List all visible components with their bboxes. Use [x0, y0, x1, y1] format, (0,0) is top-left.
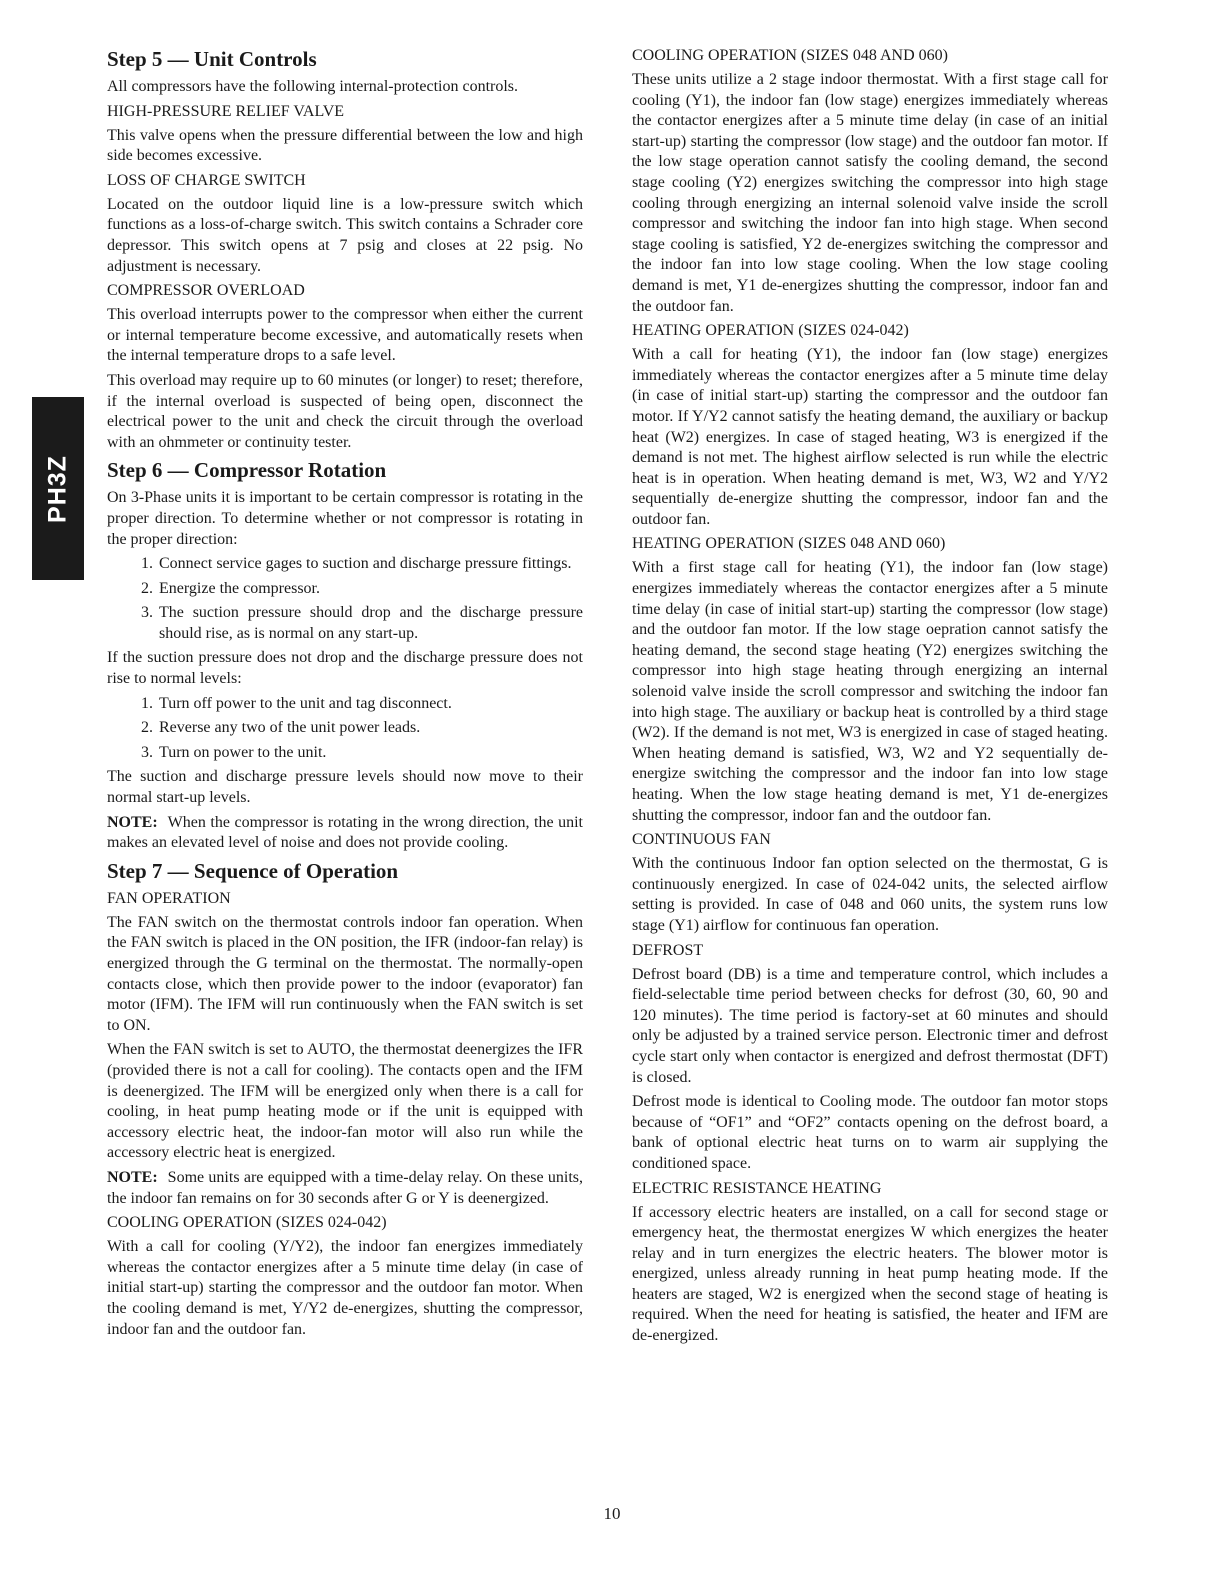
list-item: 1. Turn off power to the unit and tag disconnect. — [157, 694, 583, 715]
defrost-heading: DEFROST — [632, 941, 704, 959]
heating-large-heading: HEATING OPERATION (SIZES 048 AND 060) — [632, 535, 946, 553]
left-column — [107, 46, 583, 1344]
heating-small-text: With a call for heating (Y1), the indoor fan (low stage) energizes immediately whereas the contactor energizes after a 5 minute time delay (in case of initial start-up) starting the compressor and the outdoor fan motor. If Y/Y2 cannot satisfy the heating demand, the auxiliary or backup heat (W2) energizes. In case of staged heating, W3 is energized if the demand is not met. The highest airflow selected is run while the electric heat is in operation. When heating demand is met, W3, W2 and Y/Y2 sequentially de-energize shutting the compressor, indoor fan and the outdoor fan. — [632, 346, 1108, 528]
step5-title: Step 5 — Unit Controls — [107, 47, 317, 71]
loss-of-charge-heading: LOSS OF CHARGE SWITCH — [107, 171, 306, 189]
side-tab-label: PH3Z — [43, 454, 72, 523]
step6-mid: If the suction pressure does not drop and the discharge pressure does not rise to normal levels: — [107, 649, 583, 688]
overload-text-2: This overload may require up to 60 minutes (or longer) to reset; therefore, if the internal overload is suspected of being open, disconnect the electrical power to the unit and check the circuit through the overload with an ohmmeter or continuity tester. — [107, 371, 583, 451]
note-text: When the compressor is rotating in the wrong direction, the unit makes an elevated level of noise and does not provide cooling. — [107, 813, 583, 852]
note-label: NOTE: — [107, 813, 158, 831]
hp-relief-text: This valve opens when the pressure differential between the low and high side becomes excessive. — [107, 126, 583, 165]
compressor-overload-heading: COMPRESSOR OVERLOAD — [107, 282, 305, 300]
overload-text-1: This overload interrupts power to the compressor when either the current or internal temperature become excessive, and automatically resets when the internal temperature drops to a safe level. — [107, 306, 583, 365]
list-item: 1. Connect service gages to suction and discharge pressure fittings. — [157, 554, 583, 575]
continuous-fan-heading: CONTINUOUS FAN — [632, 831, 771, 849]
continuous-fan-text: With the continuous Indoor fan option selected on the thermostat, G is continuously energized. In case of 024-042 units, the selected airflow setting is provided. In case of 048 and 060 units, the system runs low stage (Y1) airflow for continuous fan operation. — [632, 855, 1108, 934]
hp-relief-heading: HIGH-PRESSURE RELIEF VALVE — [107, 102, 345, 120]
step5-intro: All compressors have the following internal-protection controls. — [107, 78, 519, 95]
list-item: 2. Energize the compressor. — [157, 579, 583, 600]
loss-of-charge-text: Located on the outdoor liquid line is a low-pressure switch which functions as a loss-of-charge switch. This switch contains a Schrader core depressor. This switch opens at 7 psig and closes at 22 psig. No adjustment is necessary. — [107, 195, 583, 275]
cooling-large-text: These units utilize a 2 stage indoor thermostat. With a first stage call for cooling (Y1), the indoor fan (low stage) energizes immediately whereas the contactor energizes after a 5 minute time delay (in case of an initial start-up) starting the compressor (low stage) and the outdoor fan motor. If the low stage operation cannot satisfy the cooling demand, the second stage cooling (Y2) energizes switching the compressor into high stage cooling through energizing an internal solenoid valve inside the scroll compressor and switching the indoor fan into high stage. When second stage cooling is satisfied, Y2 de-energizes switching the compressor and the indoor fan into low stage cooling. When the low stage cooling demand is met, Y1 de-energizes shutting the compressor, indoor fan and the outdoor fan. — [632, 71, 1108, 315]
heating-large-text: With a first stage call for heating (Y1), the indoor fan (low stage) energizes immediately whereas the contactor energizes after a 5 minute time delay (in case of initial start-up) starting the compressor (low stage) and the outdoor fan motor. If the low stage oepration cannot satisfy the heating demand, the second stage heating (Y2) energizes switching the compressor into high stage heating through energizing an internal solenoid valve inside the scroll compressor and switching the indoor fan into high stage. The auxiliary or backup heat is controlled by a third stage (W2). If the demand is not met, W3 is energized in case of staged heating. When heating demand is satisfied, W3, W2 and Y2 sequentially de-energize switching the compressor and the indoor fan into low stage heating. When the low stage heating demand is met, Y1 de-energizes shutting the compressor, indoor fan and the outdoor fan. — [632, 559, 1108, 824]
list-item: 2. Reverse any two of the unit power leads. — [157, 718, 583, 739]
defrost-text-2: Defrost mode is identical to Cooling mode. The outdoor fan motor stops because of “OF1” and “OF2” contacts opening on the defrost board, a bank of optional electric heat turns on to warm air supplying the conditioned space. — [632, 1093, 1108, 1172]
step6-note — [107, 813, 583, 854]
step6-intro: On 3-Phase units it is important to be certain compressor is rotating in the proper direction. To determine whether or not compressor is rotating in the proper direction: — [107, 489, 583, 548]
cooling-large-heading: COOLING OPERATION (SIZES 048 AND 060) — [632, 47, 948, 64]
step6-after: The suction and discharge pressure levels should now move to their normal start-up levels. — [107, 768, 583, 807]
note-text: Some units are equipped with a time-delay relay. On these units, the indoor fan remains on for 30 seconds after G or Y is deenergized. — [107, 1168, 583, 1207]
fan-note — [107, 1168, 583, 1209]
step6-list-2 — [107, 694, 583, 764]
defrost-text-1: Defrost board (DB) is a time and temperature control, which includes a field-selectable time period between checks for defrost (30, 60, 90 and 120 minutes). The time period is factory-set at 60 minutes and should only be adjusted by a trained service person. Electronic timer and defrost cycle start only when contactor is energized and defrost thermostat (DFT) is closed. — [632, 965, 1108, 1086]
electric-heating-heading: ELECTRIC RESISTANCE HEATING — [632, 1179, 882, 1197]
fan-text-2: When the FAN switch is set to AUTO, the thermostat deenergizes the IFR (provided there is not a call for cooling). The contacts open and the IFM is deenergized. The IFM will be energized only when there is a call for cooling, in heat pump heating mode or if the unit is equipped with accessory electric heat, the indoor-fan motor will also run while the accessory electric heat is energized. — [107, 1041, 583, 1162]
cooling-small-text: With a call for cooling (Y/Y2), the indoor fan energizes immediately whereas the contactor energizes after a 5 minute time delay (in case of initial start-up) starting the compressor and the outdoor fan motor. When the cooling demand is met, Y/Y2 de-energizes, shutting the compressor, indoor fan and the outdoor fan. — [107, 1238, 583, 1338]
fan-text-1: The FAN switch on the thermostat controls indoor fan operation. When the FAN switch is placed in the ON position, the IFR (indoor-fan relay) is energized through the G terminal on the thermostat. The normally-open contacts close, which then provide power to the indoor (evaporator) fan motor (IFM). The IFM will run continuously when the FAN switch is set to ON. — [107, 913, 583, 1034]
list-item: 3. Turn on power to the unit. — [157, 743, 583, 764]
heating-small-heading: HEATING OPERATION (SIZES 024-042) — [632, 322, 909, 340]
step7-title: Step 7 — Sequence of Operation — [107, 858, 399, 883]
page-number: 10 — [603, 1504, 621, 1523]
cooling-small-heading: COOLING OPERATION (SIZES 024-042) — [107, 1214, 387, 1232]
fan-operation-heading: FAN OPERATION — [107, 889, 231, 907]
note-label: NOTE: — [107, 1168, 158, 1186]
right-column — [632, 46, 1108, 1351]
side-tab — [32, 397, 84, 580]
list-item: 3. The suction pressure should drop and the discharge pressure should rise, as is normal on any start-up. — [157, 603, 583, 644]
step6-title: Step 6 — Compressor Rotation — [107, 458, 387, 483]
electric-heating-text: If accessory electric heaters are installed, on a call for second stage or emergency heat, the thermostat energizes W which energizes the heater relay and in turn energizes the electric heaters. The blower motor is energized, unless already running in heat pump heating mode. If the heaters are staged, W2 is energized when the second stage of heating is required. When the need for heating is satisfied, the heater and IFM are de-energized. — [632, 1203, 1108, 1345]
step6-list-1 — [107, 554, 583, 644]
